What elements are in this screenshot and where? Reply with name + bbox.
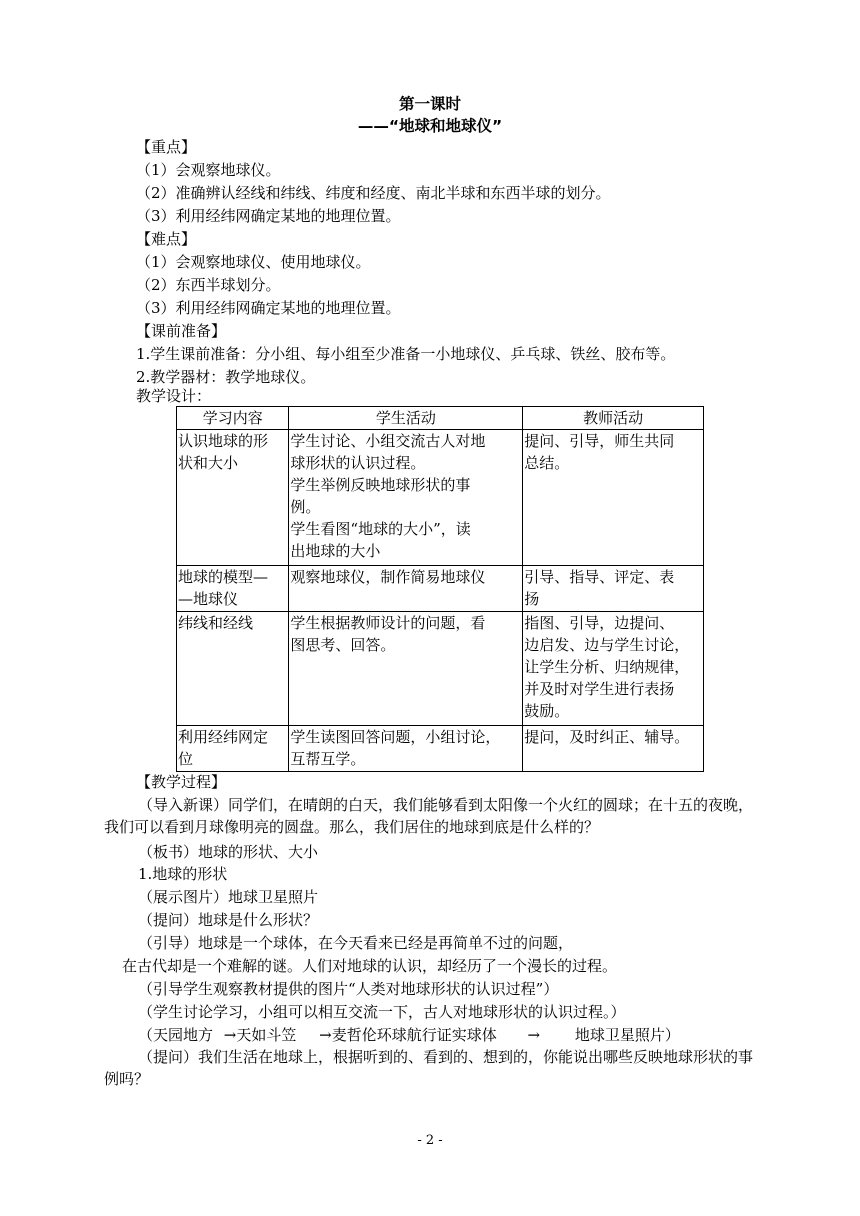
cell-line: 互帮互学。 (290, 750, 366, 768)
content-cell (177, 566, 289, 612)
cell-line: 并及时对学生进行表扬 (524, 680, 675, 698)
difficult-point-item: （2）东西半球划分。 (136, 276, 281, 294)
student-cell (289, 612, 523, 726)
cell-line: 学生根据教师设计的问题，看 (290, 614, 486, 632)
cell-line: 位 (178, 750, 194, 768)
process-board: （板书）地球的形状、大小 (138, 843, 319, 861)
process-guide-b: 在古代却是一个难解的谜。人们对地球的认识，却经历了一个漫长的过程。 (122, 957, 618, 975)
key-point-item: （3）利用经纬网确定某地的地理位置。 (136, 207, 401, 225)
difficult-point-item: （3）利用经纬网确定某地的地理位置。 (136, 299, 401, 317)
key-point-item: （1）会观察地球仪。 (136, 161, 281, 179)
design-label: 教学设计： (136, 387, 212, 405)
cell-line: 边启发、边与学生讨论， (524, 636, 690, 654)
cell-line: 学生读图回答问题，小组讨论， (290, 728, 501, 746)
chain-step: → (527, 1026, 541, 1044)
cell-line: 球形状的认识过程。 (290, 454, 426, 472)
process-guide-2: （引导学生观察教材提供的图片“人类对地球形状的认识过程”） (138, 980, 559, 998)
chain-step: 地球卫星照片） (574, 1026, 680, 1044)
cell-line: 地球的模型— (178, 568, 269, 586)
cell-line: 状和大小 (178, 454, 239, 472)
cell-line: 观察地球仪，制作简易地球仪 (290, 568, 486, 586)
cell-line: 鼓励。 (524, 702, 570, 720)
key-points-heading: 【重点】 (136, 138, 197, 156)
chain-step: →天如斗笠 (223, 1026, 297, 1044)
preparation-heading: 【课前准备】 (136, 322, 227, 340)
page-number: - 2 - (417, 1133, 443, 1148)
table-row (177, 612, 704, 726)
cell-line: 引导、指导、评定、表 (524, 568, 675, 586)
student-cell (289, 566, 523, 612)
preparation-item: 2.教学器材：教学地球仪。 (136, 368, 316, 386)
process-ask-2: （提问）我们生活在地球上，根据听到的、看到的、想到的，你能说出哪些反映地球形状的事例吗？ (104, 1048, 754, 1088)
header-teacher-activity: 教师活动 (523, 407, 704, 430)
table-row (177, 726, 704, 772)
chain-step: （天园地方 (138, 1026, 214, 1044)
key-point-item: （2）准确辨认经线和纬线、纬度和经度、南北半球和东西半球的划分。 (136, 184, 611, 202)
cell-line: 利用经纬网定 (178, 728, 269, 746)
teacher-cell (523, 612, 704, 726)
cell-line: 认识地球的形 (178, 432, 269, 450)
cell-line: 提问，及时纠正、辅导。 (524, 728, 690, 746)
process-chain (138, 1025, 680, 1045)
header-content: 学习内容 (177, 407, 289, 430)
table-row (177, 566, 704, 612)
cell-line: —地球仪 (178, 590, 239, 608)
teacher-cell (523, 430, 704, 566)
process-section-1: 1.地球的形状 (138, 865, 228, 883)
cell-line: 总结。 (524, 454, 570, 472)
teacher-cell (523, 566, 704, 612)
process-guide-a: （引导）地球是一个球体，在今天看来已经是再简单不过的问题， (138, 934, 574, 952)
cell-line: 学生举例反映地球形状的事 (290, 476, 471, 494)
student-cell (289, 430, 523, 566)
cell-line: 让学生分析、归纳规律， (524, 658, 690, 676)
design-table (176, 406, 704, 772)
process-heading: 【教学过程】 (136, 773, 227, 791)
cell-line: 图思考、回答。 (290, 636, 396, 654)
process-ask-1: （提问）地球是什么形状？ (138, 911, 319, 929)
content-cell (177, 726, 289, 772)
cell-line: 纬线和经线 (178, 614, 254, 632)
cell-line: 提问、引导，师生共同 (524, 432, 675, 450)
cell-line: 指图、引导，边提问、 (524, 614, 675, 632)
cell-line: 出地球的大小 (290, 542, 381, 560)
difficult-points-heading: 【难点】 (136, 230, 197, 248)
process-show: （展示图片）地球卫星照片 (138, 888, 319, 906)
chain-step: →麦哲伦环球航行证实球体 (319, 1026, 497, 1044)
cell-line: 学生看图“地球的大小”，读 (290, 520, 471, 538)
student-cell (289, 726, 523, 772)
process-discuss: （学生讨论学习，小组可以相互交流一下，古人对地球形状的认识过程。） (138, 1003, 626, 1021)
table-row (177, 430, 704, 566)
cell-line: 学生讨论、小组交流古人对地 (290, 432, 486, 450)
process-intro: （导入新课）同学们，在晴朗的白天，我们能够看到太阳像一个火红的圆球；在十五的夜晚，我们可以看到月球像明亮的圆盘。那么，我们居住的地球到底是什么样的？ (104, 796, 754, 836)
preparation-item: 1.学生课前准备：分小组、每小组至少准备一小地球仪、乒乓球、铁丝、胶布等。 (136, 345, 676, 363)
cell-line: 例。 (290, 498, 321, 516)
content-cell (177, 430, 289, 566)
lesson-title: 第一课时 (398, 95, 461, 113)
teacher-cell (523, 726, 704, 772)
header-student-activity: 学生活动 (289, 407, 523, 430)
content-cell (177, 612, 289, 726)
table-header-row (177, 407, 704, 430)
cell-line: 扬 (524, 590, 540, 608)
difficult-point-item: （1）会观察地球仪、使用地球仪。 (136, 253, 371, 271)
lesson-subtitle: ——“地球和地球仪” (357, 117, 503, 135)
